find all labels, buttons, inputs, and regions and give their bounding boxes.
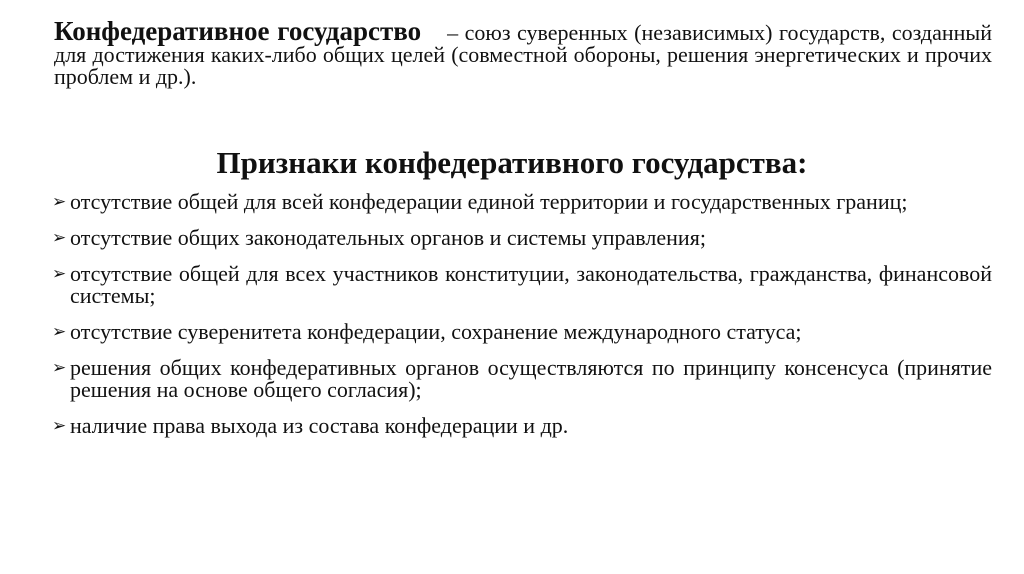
section-heading: Признаки конфедеративного государства:	[216, 145, 808, 180]
list-item	[52, 321, 992, 343]
list-item	[52, 357, 992, 401]
definition-paragraph	[54, 16, 992, 89]
list-item-text: наличие права выхода из состава конфедерации и др.	[70, 413, 569, 438]
arrow-bullet-icon: ➢	[52, 416, 67, 436]
list-item-text: решения общих конфедеративных органов осуществляются по принципу консенсуса (принятие решения на основе общего согласия);	[70, 355, 992, 402]
list-item-text: отсутствие общих законодательных органов и системы управления;	[70, 225, 706, 250]
arrow-bullet-icon: ➢	[52, 358, 67, 378]
defined-term: Конфедеративное государство	[54, 16, 422, 46]
arrow-bullet-icon: ➢	[52, 228, 67, 248]
list-item	[52, 191, 992, 213]
list-item-text: отсутствие суверенитета конфедерации, сохранение международного статуса;	[70, 319, 802, 344]
list-item	[52, 227, 992, 249]
arrow-bullet-icon: ➢	[52, 192, 67, 212]
list-item-text: отсутствие общей для всех участников конституции, законодательства, гражданства, финансовой системы;	[70, 261, 992, 308]
arrow-bullet-icon: ➢	[52, 264, 67, 284]
features-list	[52, 191, 992, 451]
list-item	[52, 263, 992, 307]
list-item	[52, 415, 992, 437]
list-item-text: отсутствие общей для всей конфедерации единой территории и государственных границ;	[70, 189, 908, 214]
definition-text: – союз суверенных (независимых) государств, созданный для достижения каких-либо общих целей (совместной обороны, решения энергетических и прочих проблем и др.).	[54, 20, 992, 89]
arrow-bullet-icon: ➢	[52, 322, 67, 342]
